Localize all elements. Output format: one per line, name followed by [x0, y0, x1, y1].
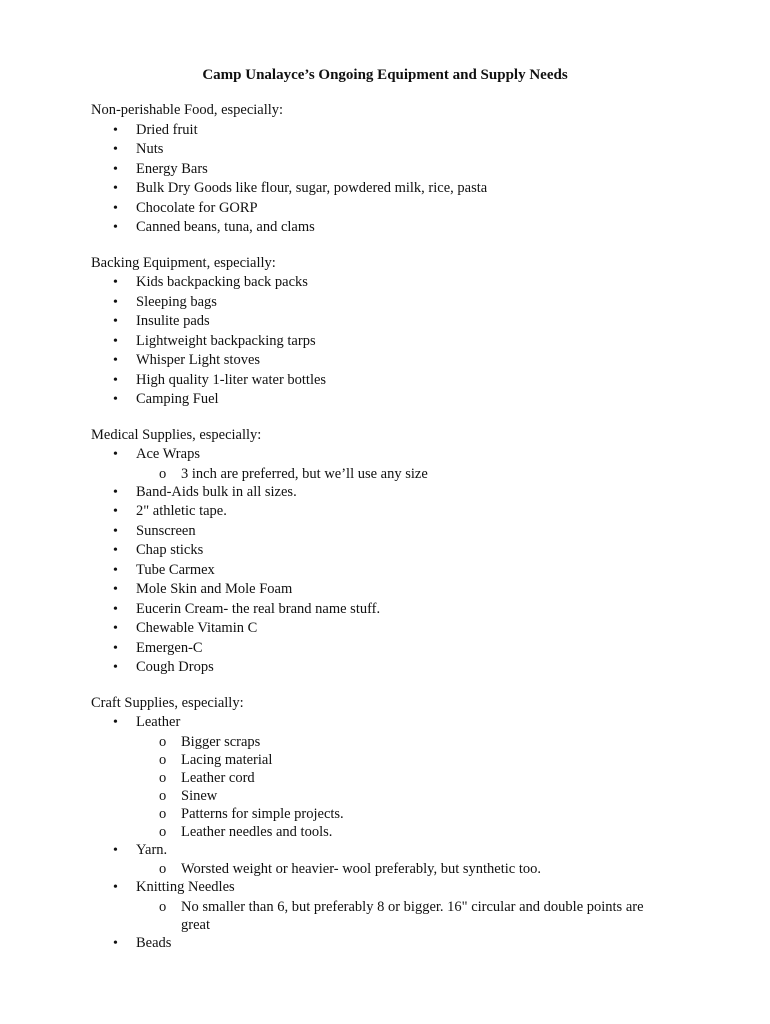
circle-bullet-icon: o	[159, 751, 167, 768]
sub-list-item-text: Leather needles and tools.	[181, 823, 333, 840]
list-item	[91, 878, 691, 898]
bullet-icon: •	[113, 523, 118, 539]
sub-list-item	[91, 805, 691, 823]
list-item	[91, 218, 691, 238]
list-item	[91, 199, 691, 219]
list-item	[91, 522, 691, 542]
bullet-icon: •	[113, 392, 118, 407]
bullet-icon: •	[113, 447, 118, 462]
circle-bullet-icon: o	[159, 805, 167, 822]
list-item	[91, 713, 691, 733]
list-item	[91, 658, 691, 678]
bullet-icon: •	[113, 372, 118, 388]
sub-list-item-text: Bigger scraps	[181, 733, 261, 750]
list-item	[91, 541, 691, 561]
list-item-text: Mole Skin and Mole Foam	[136, 581, 293, 597]
sub-list-item	[91, 751, 691, 769]
bullet-icon: •	[113, 314, 118, 329]
bullet-icon: •	[113, 601, 118, 617]
list-item-text: Tube Carmex	[136, 561, 215, 578]
list-item-text: Beads	[136, 934, 172, 951]
bullet-icon: •	[113, 181, 118, 196]
sub-list-item	[91, 733, 691, 751]
bullet-icon: •	[113, 353, 118, 368]
list-item	[91, 293, 691, 313]
list-item	[91, 639, 691, 659]
sub-list-item-text: Leather cord	[181, 769, 255, 786]
list-item-text: Cough Drops	[136, 659, 214, 675]
bullet-icon: •	[113, 220, 118, 235]
circle-bullet-icon: o	[159, 465, 167, 482]
list-item	[91, 312, 691, 332]
list-item	[91, 351, 691, 371]
section-heading: Non-perishable Food, especially:	[91, 102, 284, 118]
list-item	[91, 502, 691, 522]
list-item-text: Yarn.	[136, 841, 168, 858]
list-item	[91, 934, 691, 954]
section-heading: Backing Equipment, especially:	[91, 254, 276, 271]
list-item-text: Whisper Light stoves	[136, 352, 261, 368]
bullet-icon: •	[113, 294, 118, 310]
sub-list-item	[91, 823, 691, 841]
list-item	[91, 160, 691, 180]
list-item-text: Chap sticks	[136, 542, 204, 558]
bullet-icon: •	[113, 715, 118, 730]
bullet-icon: •	[113, 333, 118, 349]
section-heading: Craft Supplies, especially:	[91, 694, 244, 711]
list-item-text: Energy Bars	[136, 160, 208, 177]
list-item-text: Sleeping bags	[136, 293, 217, 310]
sub-list-item	[91, 898, 691, 934]
list-item	[91, 841, 691, 861]
sub-list-item	[91, 787, 691, 805]
list-item-text: Insulite pads	[136, 313, 210, 329]
circle-bullet-icon: o	[159, 787, 167, 804]
list-item-text: Eucerin Cream- the real brand name stuff.	[136, 600, 381, 617]
list-item	[91, 390, 691, 410]
bullet-icon: •	[113, 504, 118, 519]
section	[91, 254, 691, 410]
bullet-icon: •	[113, 562, 118, 578]
list-item	[91, 483, 691, 503]
list-item	[91, 561, 691, 581]
page-title: Camp Unalayce’s Ongoing Equipment and Supply Needs	[202, 67, 568, 83]
list-item-text: Leather	[136, 714, 181, 730]
list-item-text: Chewable Vitamin C	[136, 620, 258, 636]
sub-list-item-text: Sinew	[181, 787, 218, 804]
circle-bullet-icon: o	[159, 898, 167, 915]
circle-bullet-icon: o	[159, 861, 167, 877]
list-item-text: Sunscreen	[136, 522, 196, 539]
section	[91, 426, 691, 678]
list-item	[91, 371, 691, 391]
list-item-text: Canned beans, tuna, and clams	[136, 219, 315, 235]
section-heading: Medical Supplies, especially:	[91, 426, 262, 443]
sub-list-item-text: Lacing material	[181, 751, 273, 768]
bullet-icon: •	[113, 640, 118, 656]
list-item	[91, 273, 691, 293]
bullet-icon: •	[113, 122, 118, 138]
list-item	[91, 179, 691, 199]
list-item-text: Chocolate for GORP	[136, 199, 258, 216]
sub-list-item-text: 3 inch are preferred, but we’ll use any size	[181, 465, 428, 482]
sub-list-item-text: Worsted weight or heavier- wool preferably, but synthetic too.	[181, 861, 541, 877]
bullet-icon: •	[113, 880, 118, 895]
sub-list-item	[91, 860, 691, 878]
list-item	[91, 445, 691, 465]
list-item	[91, 580, 691, 600]
section	[91, 694, 691, 954]
list-item	[91, 140, 691, 160]
list-item-text: Kids backpacking back packs	[136, 274, 308, 290]
list-item-text: Camping Fuel	[136, 391, 219, 407]
bullet-icon: •	[113, 842, 118, 858]
list-item-text: Ace Wraps	[136, 446, 200, 462]
sub-list-item	[91, 769, 691, 787]
bullet-icon: •	[113, 200, 118, 216]
bullet-icon: •	[113, 621, 118, 636]
list-item	[91, 600, 691, 620]
sub-list-item-text: Patterns for simple projects.	[181, 805, 344, 822]
list-item-text: Knitting Needles	[136, 879, 235, 895]
list-item-text: Lightweight backpacking tarps	[136, 332, 316, 349]
sub-list-item	[91, 465, 691, 483]
bullet-icon: •	[113, 660, 118, 675]
list-item-text: Bulk Dry Goods like flour, sugar, powdered milk, rice, pasta	[136, 180, 488, 196]
bullet-icon: •	[113, 161, 118, 177]
list-item	[91, 619, 691, 639]
sub-list-item-text: No smaller than 6, but preferably 8 or bigger. 16" circular and double points are great	[181, 898, 644, 933]
circle-bullet-icon: o	[159, 769, 167, 786]
bullet-icon: •	[113, 275, 118, 290]
circle-bullet-icon: o	[159, 733, 167, 750]
list-item-text: Dried fruit	[136, 121, 198, 138]
list-item-text: Band-Aids bulk in all sizes.	[136, 483, 297, 500]
section	[91, 101, 691, 238]
list-item	[91, 332, 691, 352]
list-item-text: Emergen-C	[136, 639, 203, 656]
bullet-icon: •	[113, 142, 118, 157]
bullet-icon: •	[113, 543, 118, 558]
list-item	[91, 121, 691, 141]
bullet-icon: •	[113, 582, 118, 597]
circle-bullet-icon: o	[159, 823, 167, 840]
bullet-icon: •	[113, 484, 118, 500]
list-item-text: High quality 1-liter water bottles	[136, 371, 327, 388]
bullet-icon: •	[113, 935, 118, 951]
list-item-text: Nuts	[136, 141, 164, 157]
list-item-text: 2" athletic tape.	[136, 503, 227, 519]
document-body	[91, 101, 691, 969]
